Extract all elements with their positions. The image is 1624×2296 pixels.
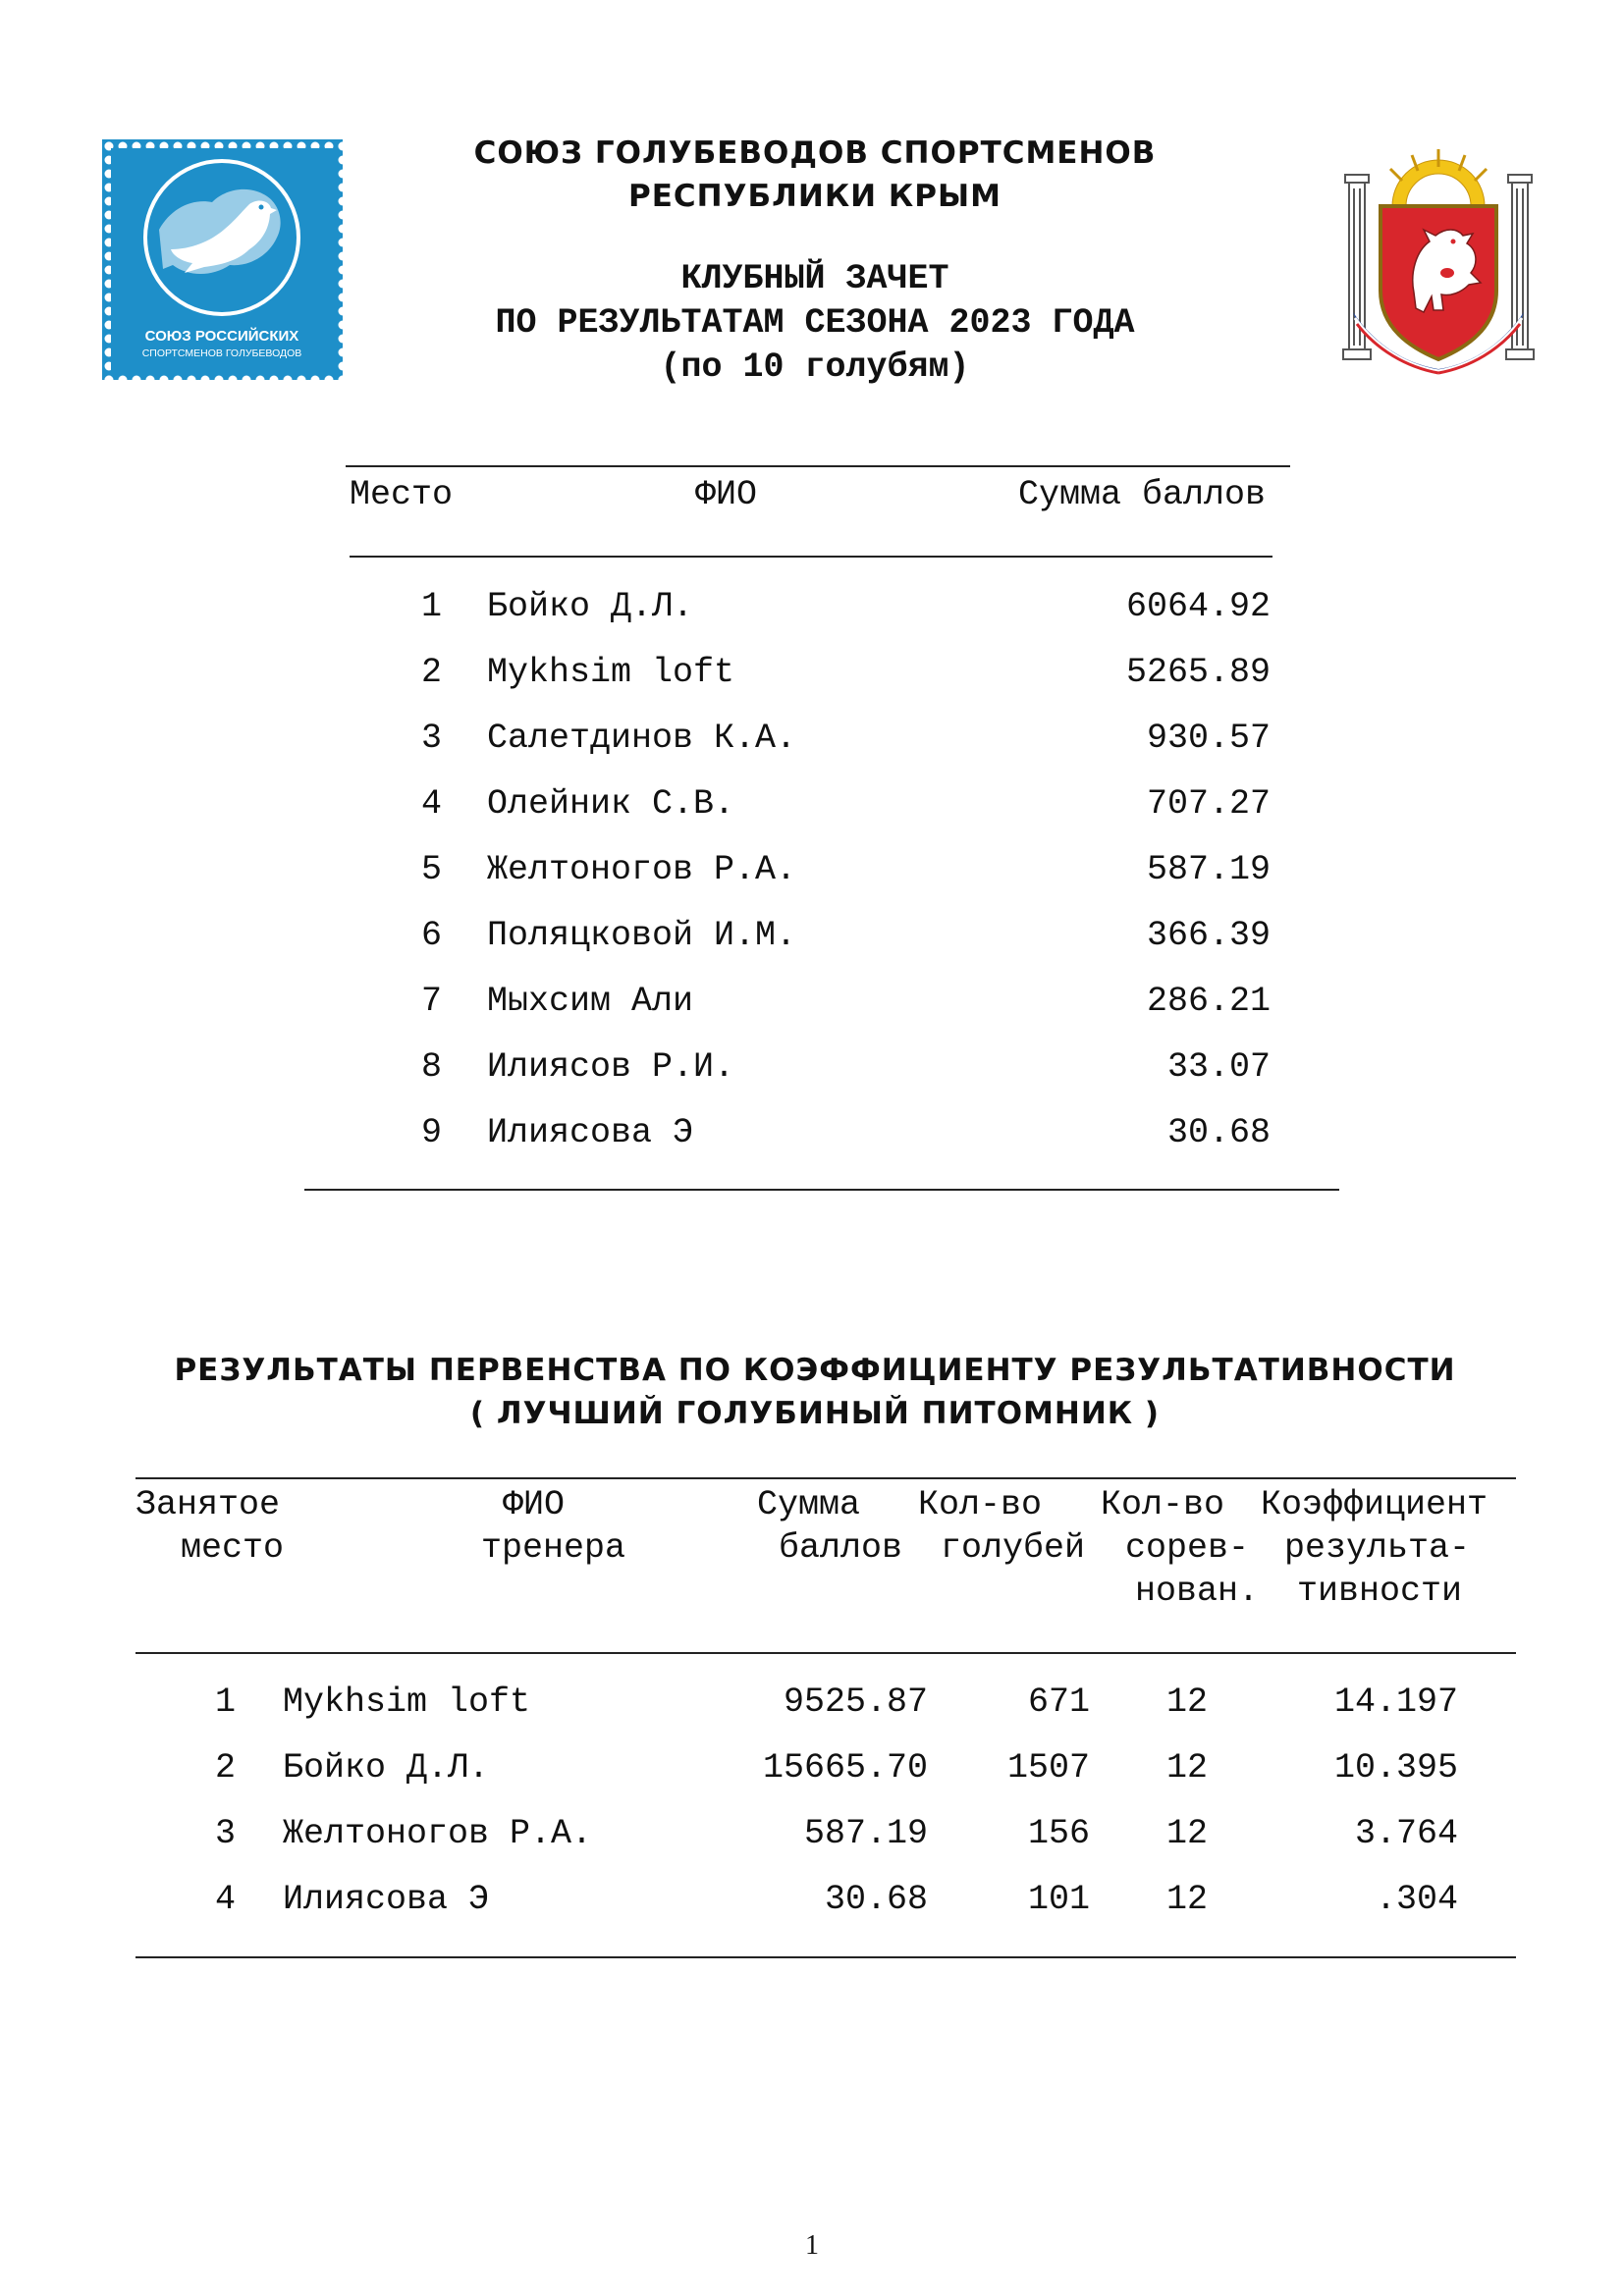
row-place: 7: [420, 982, 442, 1021]
table-row: [0, 651, 1624, 717]
coef-table-header-rule: [135, 1652, 1516, 1654]
row-place: 3: [420, 719, 442, 758]
row-place: 4: [214, 1880, 236, 1919]
h-comps-3: нован.: [1135, 1572, 1260, 1611]
row-name: Поляцковой И.М.: [487, 916, 797, 955]
page-number: 1: [805, 2230, 819, 2261]
org-title-line1: СОЮЗ ГОЛУБЕВОДОВ СПОРТСМЕНОВ: [473, 135, 1157, 171]
row-score: 366.39: [1146, 916, 1271, 955]
h-place-2: место: [181, 1528, 285, 1568]
row-score: 33.07: [1166, 1047, 1271, 1087]
h-score-2: баллов: [779, 1528, 903, 1568]
row-name: Mykhsim loft: [283, 1682, 531, 1722]
row-name: Мыхсим Али: [487, 982, 694, 1021]
row-score: 587.19: [803, 1814, 928, 1853]
row-place: 5: [420, 850, 442, 889]
row-place: 1: [420, 587, 442, 626]
row-competitions: 12: [1165, 1814, 1208, 1853]
h-coef-1: Коэффициент: [1261, 1485, 1489, 1524]
row-place: 2: [420, 653, 442, 692]
header-block: [373, 132, 1257, 218]
table-row: [0, 1746, 1624, 1812]
row-place: 4: [420, 784, 442, 824]
table-row: [0, 1111, 1624, 1177]
row-score: 930.57: [1146, 719, 1271, 758]
col-place-header: Место: [350, 475, 454, 514]
col-score-header: Сумма баллов: [1018, 475, 1267, 514]
row-place: 6: [420, 916, 442, 955]
row-place: 8: [420, 1047, 442, 1087]
row-place: 3: [214, 1814, 236, 1853]
row-score: 30.68: [1166, 1113, 1271, 1152]
table-row: [0, 848, 1624, 914]
row-place: 1: [214, 1682, 236, 1722]
row-name: Желтоногов Р.А.: [283, 1814, 593, 1853]
doc-title-line1: КЛУБНЫЙ ЗАЧЕТ: [680, 259, 949, 298]
row-name: Салетдинов К.А.: [487, 719, 797, 758]
row-name: Бойко Д.Л.: [487, 587, 694, 626]
row-name: Илиясова Э: [283, 1880, 490, 1919]
doc-title-line2: ПО РЕЗУЛЬТАТАМ СЕЗОНА 2023 ГОДА: [495, 303, 1135, 343]
h-coef-3: тивности: [1297, 1572, 1463, 1611]
h-comps-1: Кол-во: [1101, 1485, 1225, 1524]
row-birds: 156: [1027, 1814, 1090, 1853]
table-row: [0, 1045, 1624, 1111]
h-name-2: тренера: [481, 1528, 626, 1568]
h-birds-2: голубей: [941, 1528, 1086, 1568]
row-birds: 101: [1027, 1880, 1090, 1919]
row-score: 707.27: [1146, 784, 1271, 824]
club-table-top-rule: [346, 465, 1290, 467]
row-place: 2: [214, 1748, 236, 1788]
row-score: 587.19: [1146, 850, 1271, 889]
table-row: [0, 782, 1624, 848]
table-row: [0, 1681, 1624, 1746]
coef-table-bottom-rule: [135, 1956, 1516, 1958]
table-row: [0, 980, 1624, 1045]
row-birds: 671: [1027, 1682, 1090, 1722]
row-name: Mykhsim loft: [487, 653, 735, 692]
table-row: [0, 585, 1624, 651]
h-comps-2: сорев-: [1125, 1528, 1250, 1568]
row-competitions: 12: [1165, 1748, 1208, 1788]
col-name-header: ФИО: [695, 475, 758, 514]
row-name: Илиясова Э: [487, 1113, 694, 1152]
h-coef-2: результа-: [1284, 1528, 1471, 1568]
row-score: 5265.89: [1125, 653, 1271, 692]
row-coefficient: 14.197: [1333, 1682, 1458, 1722]
coef-section-title-line2: ( ЛУЧШИЙ ГОЛУБИНЫЙ ПИТОМНИК ): [469, 1396, 1161, 1431]
row-name: Желтоногов Р.А.: [487, 850, 797, 889]
row-coefficient: .304: [1375, 1880, 1458, 1919]
title-block: [373, 257, 1257, 390]
h-place-1: Занятое: [135, 1485, 281, 1524]
row-name: Бойко Д.Л.: [283, 1748, 490, 1788]
table-row: [0, 1878, 1624, 1944]
row-name: Илиясов Р.И.: [487, 1047, 735, 1087]
h-name-1: ФИО: [503, 1485, 566, 1524]
union-of-russian-pigeon-breeders-logo: [102, 139, 343, 380]
doc-title-line3: (по 10 голубям): [660, 347, 970, 387]
row-score: 15665.70: [762, 1748, 928, 1788]
h-score-1: Сумма: [757, 1485, 861, 1524]
row-competitions: 12: [1165, 1880, 1208, 1919]
row-competitions: 12: [1165, 1682, 1208, 1722]
table-row: [0, 1812, 1624, 1878]
logo-text-line2: СПОРТСМЕНОВ ГОЛУБЕВОДОВ: [141, 347, 302, 359]
row-coefficient: 3.764: [1354, 1814, 1458, 1853]
row-score: 6064.92: [1125, 587, 1271, 626]
row-coefficient: 10.395: [1333, 1748, 1458, 1788]
h-birds-1: Кол-во: [918, 1485, 1043, 1524]
logo-text-line1: СОЮЗ РОССИЙСКИХ: [144, 328, 299, 345]
coef-section-title-line1: РЕЗУЛЬТАТЫ ПЕРВЕНСТВА ПО КОЭФФИЦИЕНТУ РЕЗУЛЬТАТИВНОСТИ: [174, 1353, 1456, 1388]
org-title-line2: РЕСПУБЛИКИ КРЫМ: [628, 179, 1001, 214]
row-birds: 1507: [1006, 1748, 1090, 1788]
row-name: Олейник С.В.: [487, 784, 735, 824]
row-score: 9525.87: [783, 1682, 928, 1722]
table-row: [0, 717, 1624, 782]
club-table-bottom-rule: [304, 1189, 1339, 1191]
table-row: [0, 914, 1624, 980]
row-score: 286.21: [1146, 982, 1271, 1021]
crimea-coat-of-arms-icon: [1333, 145, 1543, 377]
coef-table-top-rule: [135, 1477, 1516, 1479]
row-place: 9: [420, 1113, 442, 1152]
row-score: 30.68: [824, 1880, 928, 1919]
club-table-header-rule: [350, 556, 1272, 558]
